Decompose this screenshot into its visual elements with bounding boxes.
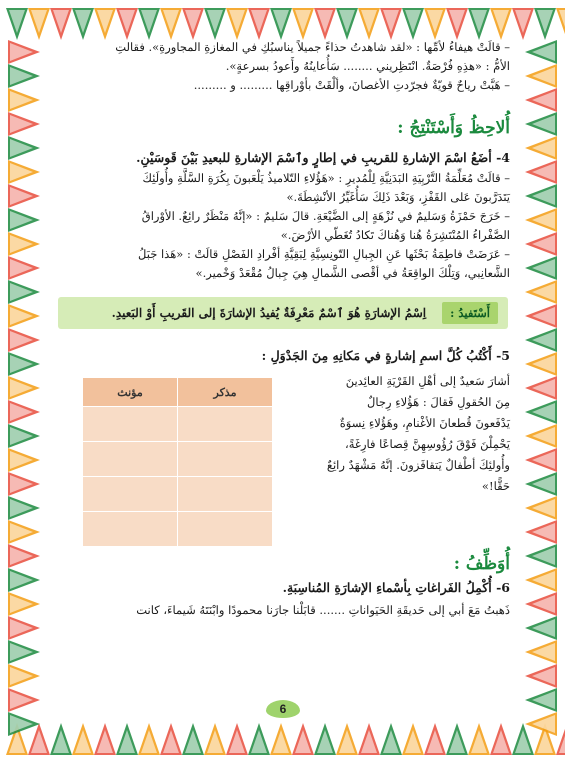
answer-table-wrap [82, 377, 273, 547]
task4-line-4: الصَّفْراءُ المُنْتَشِرَةُ هُنا وَهُناكَ تَكادُ تُغَطّي الأرْضَ.» [280, 228, 510, 242]
task5-passage [285, 371, 510, 547]
answer-cell[interactable] [83, 442, 178, 477]
answer-cell[interactable] [83, 512, 178, 547]
conclusion-text: اِسْمُ الإشارَةِ هُوَ ٱسْمٌ مَعْرِفَةٌ يُفيدُ الإشارَةَ إلى القَريبِ أَوْ البَعيدِ. [111, 306, 427, 320]
answer-cell[interactable] [178, 442, 273, 477]
intro-line-3: – هَبَّتْ رياحٌ قويّةٌ فجرّدتِ الأغصانَ، وألْقَتْ بأوْراقِها ......... و ......... [193, 78, 510, 92]
task4-title: 4- أضَعُ اسْمَ الإشارةِ للقريبِ في إطارٍ وٱسْمَ الإشارةِ للبعيدِ بَيْنَ قَوسَيْنِ. [136, 150, 510, 165]
task5-line-6: حَقًّا!» [481, 479, 510, 493]
task5-line-5: وأُولئِكَ أطْفالٌ يَتقافَزونَ. إنَّهُ مَشْهَدٌ رائِعٌ [326, 458, 510, 472]
answer-cell[interactable] [178, 407, 273, 442]
intro-line-1: – قالَتْ هيفاءُ لأمِّها : «لقد شاهدتُ حذاءً جميلاً يناسبُكِ في المغازةِ المجاورةِ». فقالتِ [115, 40, 510, 54]
answer-cell[interactable] [178, 512, 273, 547]
task5-line-4: يَحْمِلْنَ فَوْقَ رُؤُوسِهِنَّ قِصاعًا فارِغَةً، [345, 437, 510, 451]
task5-line-3: يَدْفَعونَ قُطعانَ الأغْنامِ، وهَؤُلاءِ نِسوَةٌ [339, 416, 510, 430]
header-feminine: مؤنث [83, 378, 178, 407]
conclusion-box [58, 297, 508, 329]
page-number: 6 [266, 700, 300, 718]
task4-line-6: الشَّعانِبي، وَتِلْكَ الواقِعَةُ في أقْصى الشَّمالِ هِيَ جِبالُ مُقْعَدْ وَخْمير.» [195, 266, 510, 280]
header-masculine: مذكر [178, 378, 273, 407]
task6-title: 6- أُكْمِلُ الفَراغاتِ بِأسْماءِ الإشارَةِ المُناسِبَةِ. [282, 580, 510, 595]
conclusion-tag: أَسْتَفيدُ : [442, 302, 498, 324]
employ-heading: أُوَظِّفُ : [453, 554, 510, 574]
task5-body [56, 371, 510, 547]
task4-line-1: – قالَتْ مُعَلِّمَةُ التَّرْبِيَةِ البَدَنِيَّةِ لِلْمُديرِ : «هَؤُلاءِ التّلاميذُ يَلْعَبونَ بِكُرَةِ السَّلَّةِ وأُولَئِكَ [142, 171, 510, 185]
page-content [56, 38, 510, 620]
task5-title: 5- أَكْتُبُ كُلَّ اسمِ إشارةٍ في مَكانِهِ مِنَ الجَدْوَلِ : [261, 348, 510, 363]
answer-cell[interactable] [83, 407, 178, 442]
task5-line-1: أشارَ سَعيدٌ إلى أهْلِ القَرْيَةِ العائِدينَ [345, 374, 510, 388]
task4-line-3: – خَرَجَ حَمْزَةُ وَسَليمٌ في نُزْهَةٍ إلى الضَّيْعَةِ. قالَ سَليمٌ : «إنَّهُ مَنْظَرٌ رائِعٌ. الأوْراقُ [141, 209, 510, 223]
task4-line-2: يَتَدَرَّبونَ عَلى القَفْزِ، وَبَعْدَ ذَلِكَ سَأُغَيِّرُ الأنْشِطَةَ.» [286, 190, 510, 204]
intro-line-2: الأمُّ : «هذِهِ فُرْصَةٌ. انْتَظِريني ........ سَأُعاينُهُ وأَعودُ بسرعةٍ». [225, 59, 510, 73]
task4-line-5: – عَرَضَتْ فاطِمَةُ بَحْثَها عَنِ الجِبالِ التّونِسِيَّةِ لِبَقِيَّةِ أفْرادِ الفَصْلِ قالَتْ : «هَذا جَبَلُ [138, 247, 510, 261]
answer-table [82, 377, 273, 547]
observe-heading: أُلاحِظُ وَأَسْتَنْتِجُ : [397, 118, 510, 138]
answer-cell[interactable] [83, 477, 178, 512]
task5-line-2: مِنَ الحُقولِ فَقالَ : هَؤُلاءِ رِجالٌ [367, 395, 510, 409]
answer-cell[interactable] [178, 477, 273, 512]
task6-line: ذَهبتُ مَعَ أبي إلى حَديقَةِ الحَيَواناتِ ....... قابَلْنا جارَنا محمودًا وابْنَتَهُ شَيماءَ، كانت [136, 603, 510, 617]
